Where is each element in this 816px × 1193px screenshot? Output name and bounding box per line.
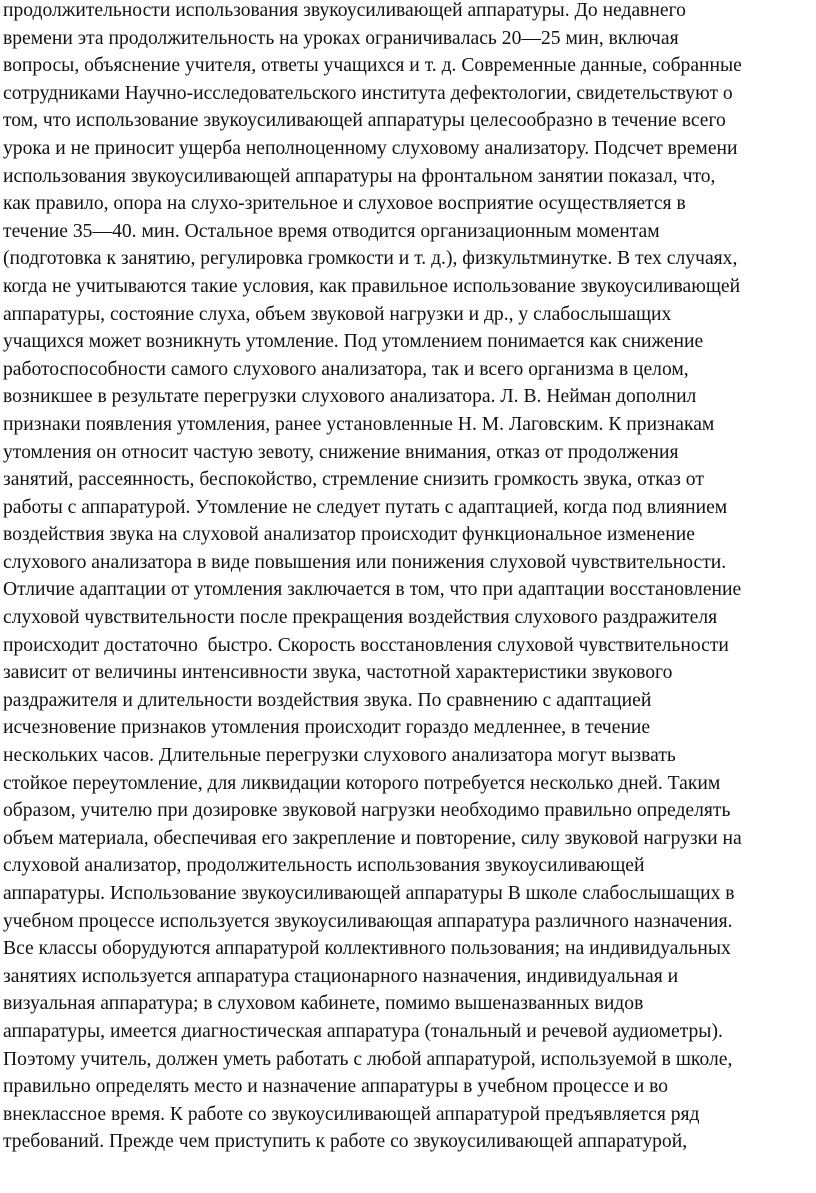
text-line: урока и не приносит ущерба неполноценному слуховому анализатору. Подсчет времени bbox=[3, 137, 738, 159]
text-line: зависит от величины интенсивности звука, частотной характеристики звукового bbox=[3, 662, 673, 684]
body-text bbox=[3, 0, 815, 1156]
text-line: требований. Прежде чем приступить к работе со звукоусиливающей аппаратурой, bbox=[3, 1131, 688, 1153]
text-line: вопросы, объяснение учителя, ответы учащихся и т. д. Современные данные, собранные bbox=[3, 55, 742, 77]
text-line: нескольких часов. Длительные перегрузки слухового анализатора могут вызвать bbox=[3, 745, 676, 767]
text-line: работоспособности самого слухового анализатора, так и всего организма в целом, bbox=[3, 358, 689, 380]
text-line: учебном процессе используется звукоусиливающая аппаратура различного назначения. bbox=[3, 910, 733, 932]
text-line: аппаратуры, состояние слуха, объем звуковой нагрузки и др., у слабослышащих bbox=[3, 303, 672, 325]
text-line: Отличие адаптации от утомления заключается в том, что при адаптации восстановление bbox=[3, 579, 742, 601]
text-line: времени эта продолжительность на уроках ограничивалась 20—25 мин, включая bbox=[3, 27, 679, 49]
text-line: течение 35—40. мин. Остальное время отводится организационным моментам bbox=[3, 220, 660, 242]
text-line: когда не учитываются такие условия, как правильное использование звукоусиливающей bbox=[3, 275, 741, 297]
text-line: правильно определять место и назначение аппаратуры в учебном процессе и во bbox=[3, 1076, 669, 1098]
text-line: работы с аппаратурой. Утомление не следует путать с адаптацией, когда под влиянием bbox=[3, 496, 728, 518]
text-line: внеклассное время. К работе со звукоусиливающей аппаратурой предъявляется ряд bbox=[3, 1103, 700, 1125]
text-line: учащихся может возникнуть утомление. Под утомлением понимается как снижение bbox=[3, 331, 704, 353]
text-line: Поэтому учитель, должен уметь работать с любой аппаратурой, используемой в школе, bbox=[3, 1048, 733, 1070]
text-line: стойкое переутомление, для ликвидации которого потребуется несколько дней. Таким bbox=[3, 772, 721, 794]
text-line: как правило, опора на слухо-зрительное и слуховое восприятие осуществляется в bbox=[3, 193, 686, 215]
text-line: занятий, рассеянность, беспокойство, стремление снизить громкость звука, отказ от bbox=[3, 469, 704, 491]
text-line: Все классы оборудуются аппаратурой коллективного пользования; на индивидуальных bbox=[3, 938, 731, 960]
text-line: том, что использование звукоусиливающей аппаратуры целесообразно в течение всего bbox=[3, 110, 726, 132]
text-line: признаки появления утомления, ранее установленные Н. М. Лаговским. К признакам bbox=[3, 413, 715, 435]
text-line: воздействия звука на слуховой анализатор происходит функциональное изменение bbox=[3, 524, 695, 546]
text-line: утомления он относит частую зевоту, снижение внимания, отказ от продолжения bbox=[3, 441, 679, 463]
text-line: возникшее в результате перегрузки слухового анализатора. Л. В. Нейман дополнил bbox=[3, 386, 697, 408]
text-line: раздражителя и длительности воздействия звука. По сравнению с адаптацией bbox=[3, 689, 652, 711]
text-line: визуальная аппаратура; в слуховом кабинете, помимо вышеназванных видов bbox=[3, 993, 644, 1015]
text-line: аппаратуры. Использование звукоусиливающей аппаратуры В школе слабослышащих в bbox=[3, 883, 735, 904]
text-line: занятиях используется аппаратура стационарного назначения, индивидуальная и bbox=[3, 965, 679, 987]
text-line: образом, учителю при дозировке звуковой нагрузки необходимо правильно определять bbox=[3, 800, 731, 822]
text-line: (подготовка к занятию, регулировка громкости и т. д.), физкультминутке. В тех случаях, bbox=[3, 248, 738, 270]
text-line: происходит достаточно быстро. Скорость восстановления слуховой чувствительности bbox=[3, 634, 729, 656]
text-line: использования звукоусиливающей аппаратуры на фронтальном занятии показал, что, bbox=[3, 165, 716, 187]
text-line: аппаратуры, имеется диагностическая аппаратура (тональный и речевой аудиометры). bbox=[3, 1020, 723, 1042]
text-line: слухового анализатора в виде повышения или понижения слуховой чувствительности. bbox=[3, 551, 727, 573]
text-line: продолжительности использования звукоусиливающей аппаратуры. До недавнего bbox=[3, 0, 686, 21]
text-line: исчезновение признаков утомления происходит гораздо медленнее, в течение bbox=[3, 717, 651, 739]
text-line: объем материала, обеспечивая его закрепление и повторение, силу звуковой нагрузки на bbox=[3, 827, 742, 849]
text-line: слуховой чувствительности после прекращения воздействия слухового раздражителя bbox=[3, 607, 718, 629]
text-line: сотрудниками Научно-исследовательского института дефектологии, свидетельствуют о bbox=[3, 82, 733, 104]
text-line: слуховой анализатор, продолжительность использования звукоусиливающей bbox=[3, 855, 645, 877]
